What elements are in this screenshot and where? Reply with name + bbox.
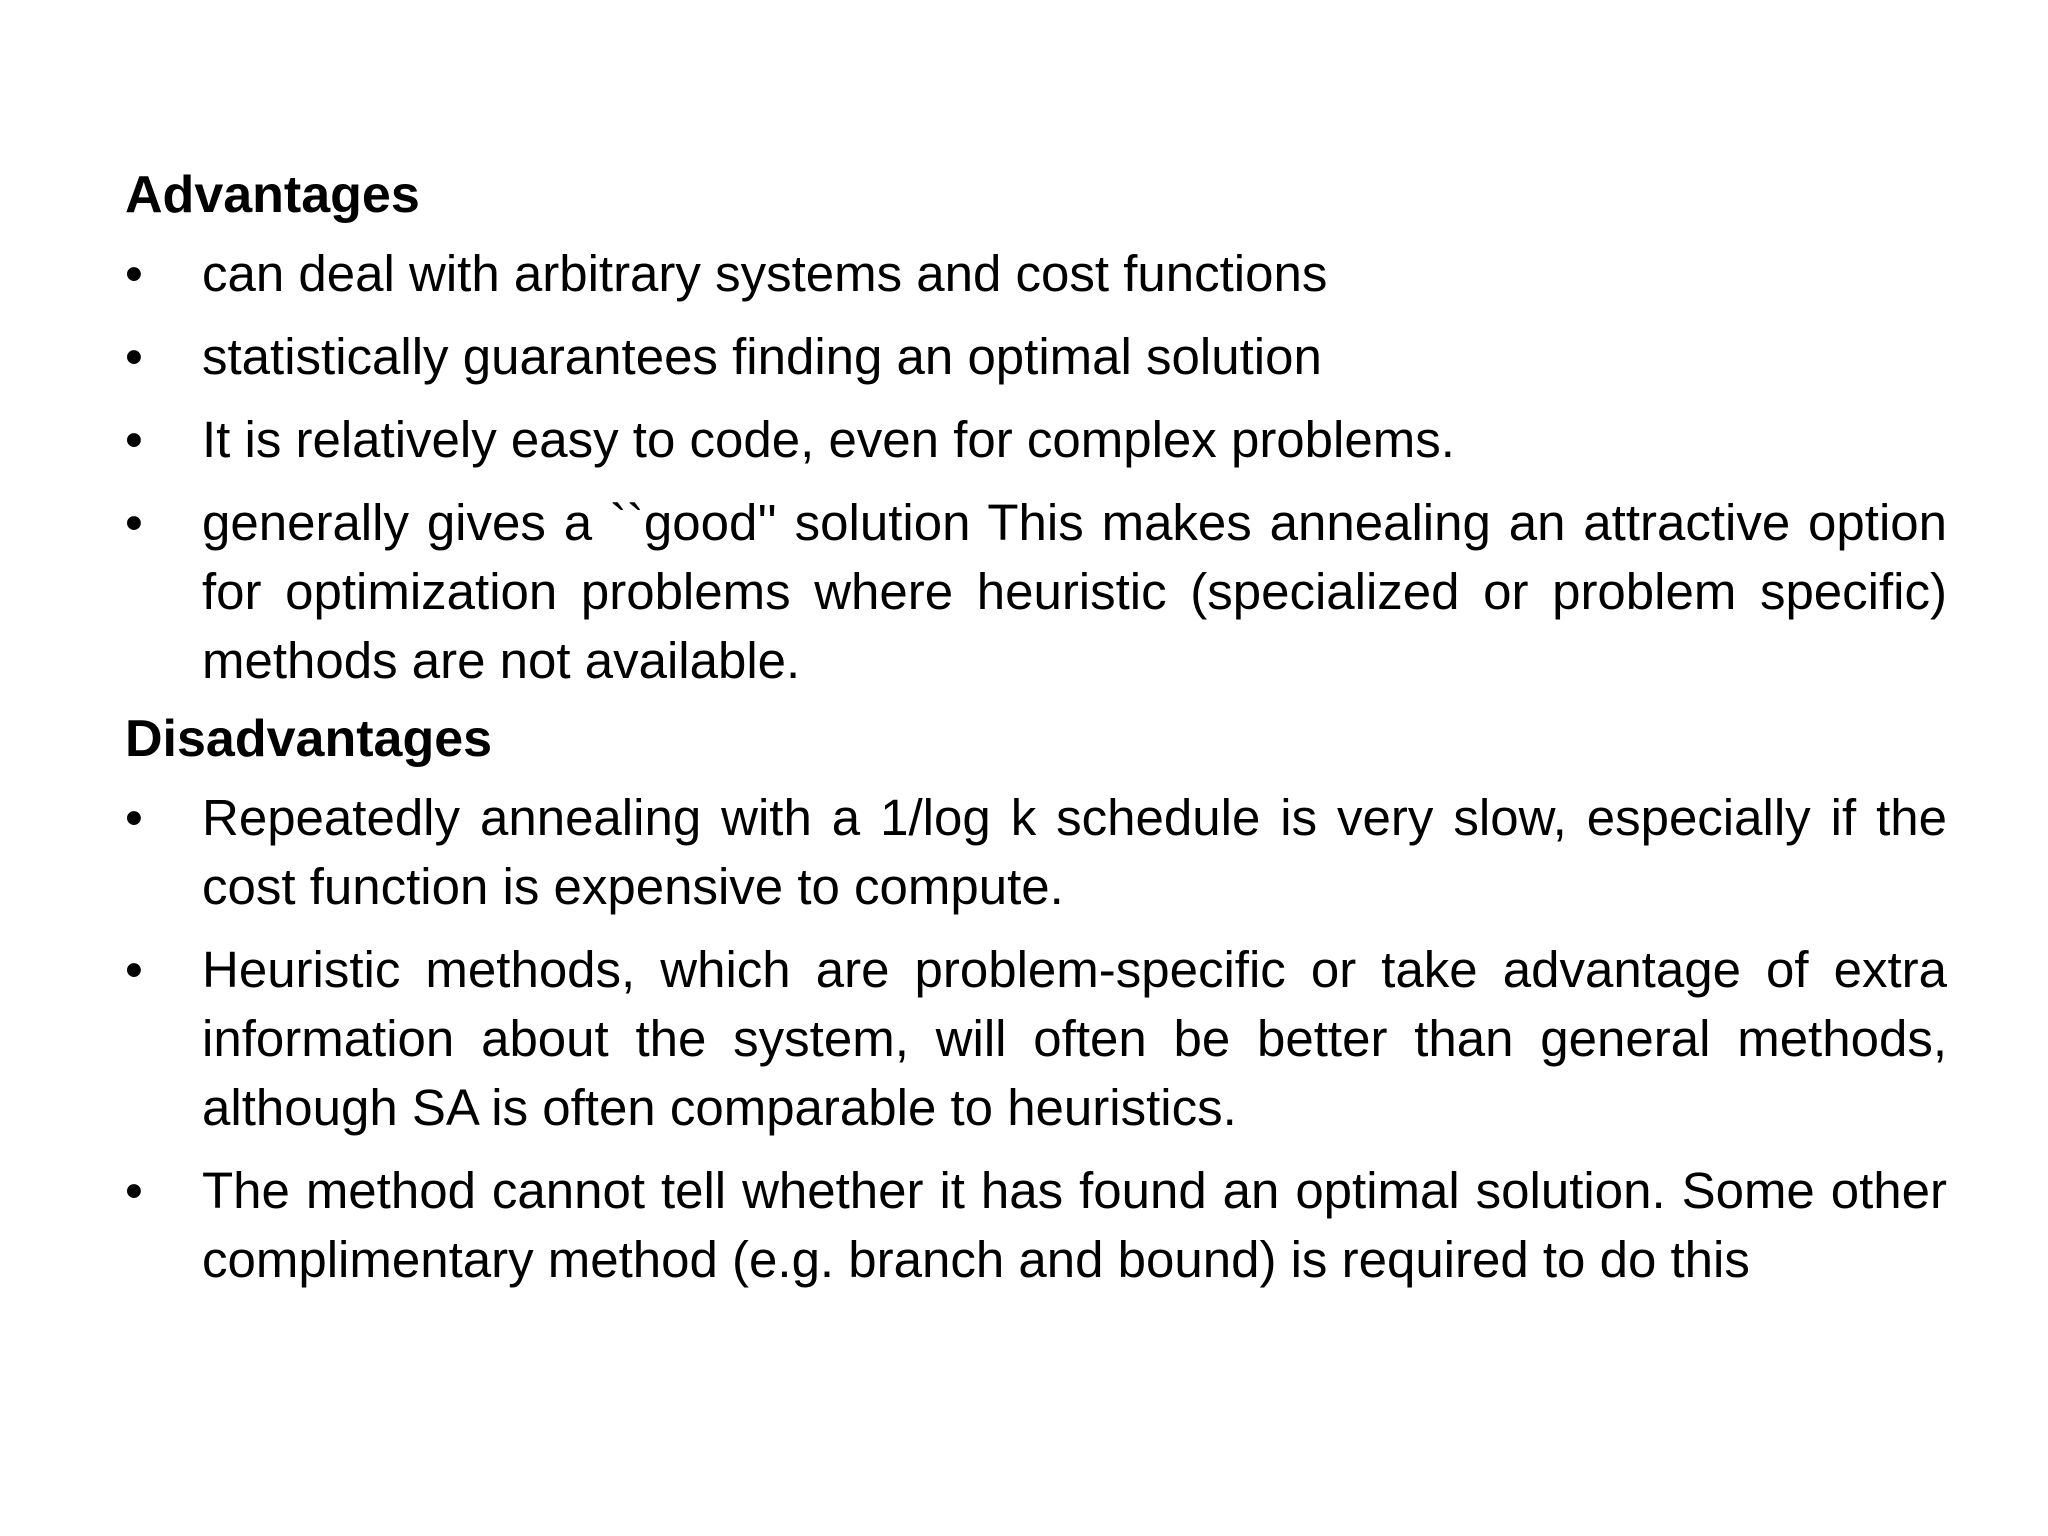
bullet-icon: • bbox=[125, 245, 143, 302]
advantage-text: statistically guarantees finding an optimal solution bbox=[202, 328, 1322, 385]
disadvantage-item bbox=[125, 1156, 1947, 1294]
slide-content bbox=[125, 165, 1947, 1308]
disadvantage-item bbox=[125, 783, 1947, 921]
disadvantages-heading: Disadvantages bbox=[125, 710, 493, 768]
bullet-icon: • bbox=[125, 411, 143, 468]
advantage-item bbox=[125, 322, 1947, 391]
disadvantage-text: Repeatedly annealing with a 1/log k schedule is very slow, especially if the cost function is expensive to compute. bbox=[202, 789, 1947, 915]
disadvantage-text: The method cannot tell whether it has found an optimal solution. Some other complimentary method (e.g. branch and bound) is required to do this bbox=[202, 1162, 1947, 1288]
advantage-item bbox=[125, 405, 1947, 474]
advantage-item bbox=[125, 239, 1947, 308]
advantage-text: can deal with arbitrary systems and cost functions bbox=[202, 245, 1328, 302]
bullet-icon: • bbox=[125, 328, 143, 385]
advantage-text: It is relatively easy to code, even for complex problems. bbox=[202, 411, 1455, 468]
bullet-icon: • bbox=[125, 789, 143, 846]
advantage-item bbox=[125, 488, 1947, 695]
advantages-heading: Advantages bbox=[125, 166, 420, 224]
disadvantage-item bbox=[125, 935, 1947, 1142]
bullet-icon: • bbox=[125, 494, 143, 551]
advantage-text: generally gives a ``good'' solution This makes annealing an attractive option for optimization problems where heuristic (specialized or problem specific) methods are not available. bbox=[202, 494, 1947, 689]
bullet-icon: • bbox=[125, 1162, 143, 1219]
bullet-icon: • bbox=[125, 941, 143, 998]
disadvantage-text: Heuristic methods, which are problem-specific or take advantage of extra information about the system, will often be better than general methods, although SA is often comparable to heuristics. bbox=[202, 941, 1947, 1136]
